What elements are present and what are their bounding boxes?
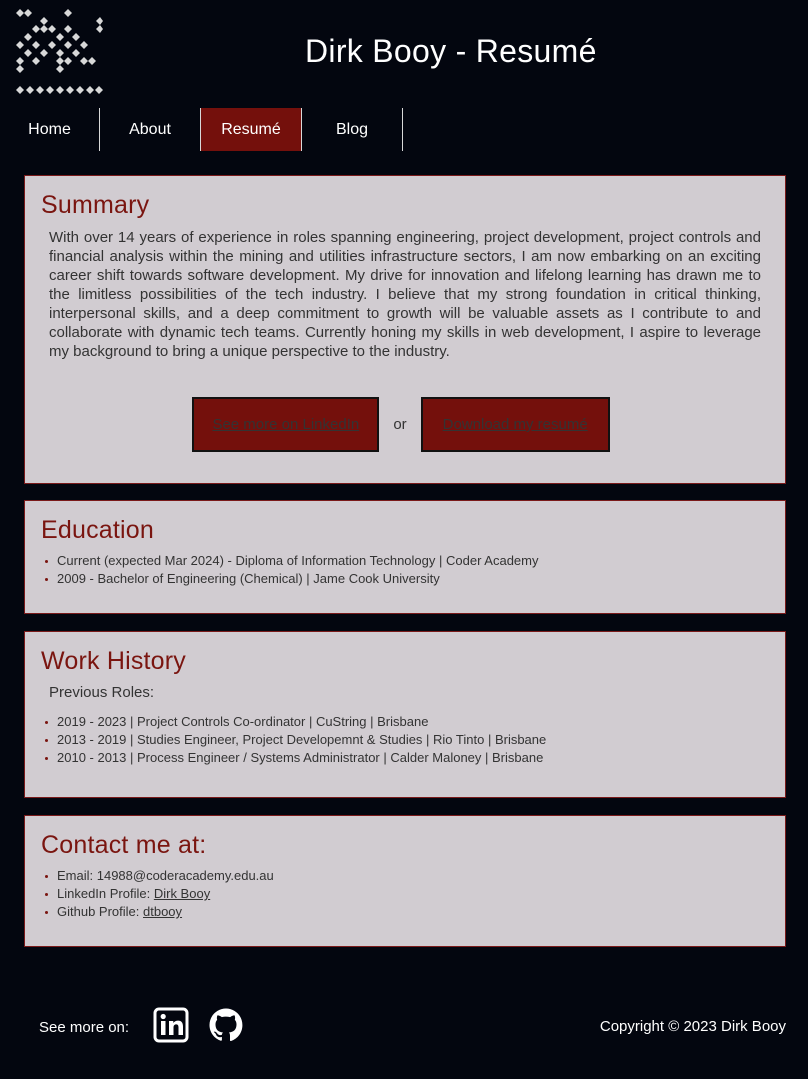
previous-roles-label: Previous Roles: (49, 684, 155, 701)
nav-about[interactable]: About (100, 108, 201, 151)
contact-email: Email: 14988@coderacademy.edu.au (41, 867, 761, 885)
nav-home[interactable]: Home (0, 108, 100, 151)
page-title: Dirk Booy - Resumé (305, 33, 597, 69)
contact-github (41, 903, 761, 921)
linkedin-profile-link[interactable]: Dirk Booy (153, 886, 211, 901)
list-item: 2010 - 2013 | Process Engineer / Systems Administrator | Calder Maloney | Brisbane (41, 749, 761, 767)
education-card (24, 500, 786, 614)
list-item: Current (expected Mar 2024) - Diploma of Information Technology | Coder Academy (41, 552, 761, 570)
summary-card (24, 175, 786, 484)
summary-actions (41, 397, 761, 452)
work-history-card (24, 631, 786, 798)
copyright-text: Copyright © 2023 Dirk Booy (599, 1018, 786, 1035)
contact-heading: Contact me at: (41, 831, 207, 859)
contact-list (41, 867, 761, 921)
download-resume-button[interactable]: Download my resumé (421, 397, 610, 452)
site-footer (0, 1005, 808, 1050)
main-nav (0, 108, 403, 151)
linkedin-profile-label: LinkedIn Profile: (57, 886, 154, 901)
logo-icon[interactable] (15, 8, 103, 96)
see-more-label: See more on: (39, 1019, 130, 1036)
summary-heading: Summary (41, 191, 150, 219)
nav-resume[interactable]: Resumé (201, 108, 302, 151)
list-item: 2019 - 2023 | Project Controls Co-ordinator | CuString | Brisbane (41, 713, 761, 731)
github-icon[interactable] (208, 1007, 244, 1043)
site-header (0, 0, 808, 108)
work-history-heading: Work History (41, 647, 187, 675)
contact-card (24, 815, 786, 947)
education-list (41, 552, 761, 588)
work-history-list (41, 713, 761, 767)
linkedin-icon[interactable] (153, 1007, 189, 1043)
nav-blog[interactable]: Blog (302, 108, 403, 151)
github-profile-link[interactable]: dtbooy (143, 904, 183, 919)
github-profile-label: Github Profile: (57, 904, 143, 919)
linkedin-button[interactable]: See more on LinkedIn (192, 397, 379, 452)
education-heading: Education (41, 516, 154, 544)
list-item: 2009 - Bachelor of Engineering (Chemical) | Jame Cook University (41, 570, 761, 588)
or-text: or (393, 416, 407, 433)
summary-text: With over 14 years of experience in roles spanning engineering, project development, project controls and financial analysis within the mining and utilities infrastructure sectors, I am now embarking on an exciting career shift towards software development. My drive for innovation and lifelong learning has drawn me to the limitless possibilities of the tech industry. I believe that my strong foundation in critical thinking, interpersonal skills, and a deep commitment to growth will be valuable assets as I contribute to and collaborate with dynamic tech teams. Currently honing my skills in web development, I aspire to leverage my background to bring a unique perspective to the industry. (49, 229, 761, 360)
list-item: 2013 - 2019 | Studies Engineer, Project Developemnt & Studies | Rio Tinto | Brisbane (41, 731, 761, 749)
contact-linkedin (41, 885, 761, 903)
